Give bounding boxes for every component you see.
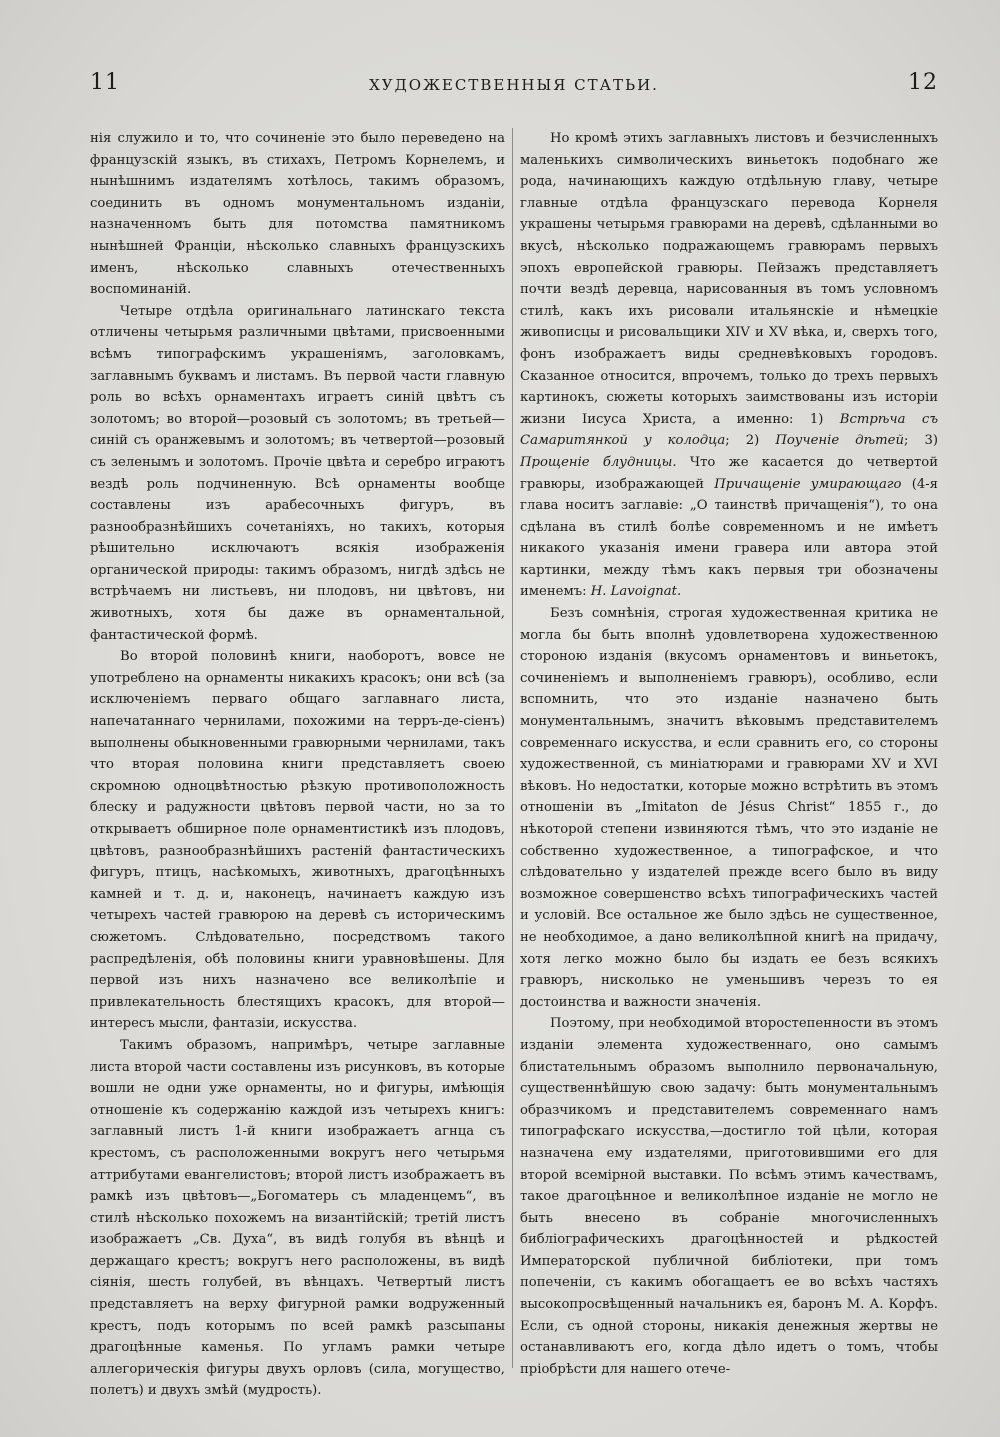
paragraph: Безъ сомнѣнія, строгая художественная критика не могла бы быть вполнѣ удовлетворена художественною стороною изданія (вкусомъ орнаментовъ и виньетокъ, сочиненіемъ и выполненіемъ гравюръ), особливо, если вспомнить, что это изданіе назначено быть монументальнымъ, значитъ вѣковымъ представителемъ современнаго искусства, и если сравнить его, со стороны художественной, съ миніатюрами и гравюрами XV и XVI вѣковъ. Но недостатки, которые можно встрѣтить въ этомъ отношеніи въ „Imitaton de Jésus Christ“ 1855 г., до нѣкоторой степени извиняются тѣмъ, что это изданіе не собственно художественное, а типографское, и что слѣдовательно у издателей прежде всего было въ виду возможное совершенство всѣхъ типографическихъ частей и условій. Все остальное же было здѣсь не существенное, не необходимое, а дано великолѣпной книгѣ на придачу, хотя легко можно было бы издать ее безъ всякихъ гравюръ, нисколько не уменьшивъ черезъ то ея достоинства и важности значенія. bbox=[520, 606, 938, 1010]
page-header bbox=[90, 70, 938, 110]
paragraph: Такимъ образомъ, напримѣръ, четыре заглавные листа второй части составлены изъ рисунковъ, въ которые вошли не одни уже орнаменты, но и фигуры, имѣющія отношеніе къ содержанію каждой изъ четырехъ книгъ: заглавный листъ 1-й книги изображаетъ агнца съ крестомъ, съ расположенными вокругъ него четырьмя аттрибутами евангелистовъ; второй листъ изображаетъ въ рамкѣ изъ цвѣтовъ—„Богоматерь съ младенцемъ“, въ стилѣ нѣсколько похожемъ на византійскій; третій листъ изображаетъ „Св. Духа“, въ видѣ голубя въ вѣнцѣ и держащаго крестъ; вокругъ него расположены, въ видѣ сіянія, шесть голубей, въ вѣнцахъ. Четвертый листъ представляетъ на верху фигурной рамки водруженный крестъ, подъ которымъ по всей рамкѣ разсыпаны драгоцѣнные каменья. По угламъ рамки четыре аллегорическія фигуры двухъ орловъ (сила, могущество, полетъ) и двухъ змѣй (мудрость). bbox=[90, 1037, 505, 1399]
left-text-column bbox=[90, 128, 505, 1399]
text-run: ; 2) bbox=[725, 433, 760, 449]
right-text-column bbox=[520, 128, 938, 1388]
paragraph bbox=[520, 128, 938, 603]
paragraph: Четыре отдѣла оригинальнаго латинскаго текста отличены четырьмя различными цвѣтами, присвоенными всѣмъ типографскимъ украшеніямъ, заголовкамъ, заглавнымъ буквамъ и листамъ. Въ первой части главную роль во всѣхъ орнаментахъ играетъ синій цвѣтъ съ золотомъ; во второй—розовый съ золотомъ; въ третьей—синій съ оранжевымъ и золотомъ; въ четвертой—розовый съ зеленымъ и золотомъ. Прочіе цвѣта и серебро играютъ вездѣ роль подчиненную. Всѣ орнаменты вообще составлены изъ арабесочныхъ фигуръ, въ разнообразнѣйшихъ сочетаніяхъ, но такихъ, которыя рѣшительно исключаютъ всякія изображенія органической природы: такимъ образомъ, нигдѣ здѣсь не встрѣчаемъ ни листьевъ, ни плодовъ, ни цвѣтовъ, ни животныхъ, хотя бы даже въ орнаментальной, фантастической формѣ. bbox=[90, 303, 505, 643]
italic-title: Поученіе дѣтей bbox=[775, 433, 904, 449]
column-divider bbox=[512, 128, 513, 1368]
right-page-number: 12 bbox=[908, 70, 938, 95]
italic-title: Причащеніе умирающаго bbox=[714, 476, 902, 492]
text-run: Но кромѣ этихъ заглавныхъ листовъ и безчисленныхъ маленькихъ символическихъ виньетокъ подобнаго же рода, начинающихъ каждую отдѣльную главу, четыре главные отдѣла французскаго перевода Корнеля украшены четырьмя гравюрами на деревѣ, сдѣланными во вкусѣ, нѣсколько подражающемъ гравюрамъ первыхъ эпохъ европейской гравюры. Пейзажъ представляетъ почти вездѣ деревца, нарисованныя въ томъ условномъ стилѣ, какъ ихъ рисовали итальянскіе и нѣмецкіе живописцы и рисовальщики XIV и XV вѣка, и, сверхъ того, фонъ изображаетъ виды средневѣковыхъ городовъ. Сказанное относится, впрочемъ, только до трехъ первыхъ картинокъ, сюжеты которыхъ заимствованы изъ исторіи жизни Іисуса Христа, а именно: 1) bbox=[520, 131, 938, 427]
paragraph: нія служило и то, что сочиненіе это было переведено на французскій языкъ, въ стихахъ, Петромъ Корнелемъ, и нынѣшнимъ издателямъ хотѣлось, такимъ образомъ, соединить въ одномъ монументальномъ изданіи, назначенномъ быть для потомства памятникомъ нынѣшней Франціи, нѣсколько славныхъ французскихъ именъ, нѣсколько славныхъ отечественныхъ воспоминаній. bbox=[90, 131, 505, 298]
italic-title: Встрѣча съ Самаритянкой у колодца bbox=[520, 411, 938, 449]
running-title: ХУДОЖЕСТВЕННЫЯ СТАТЬИ. bbox=[369, 76, 659, 94]
text-run: ; 3) bbox=[903, 433, 938, 449]
italic-name: H. Lavoignat. bbox=[590, 584, 682, 600]
text-run: (4-я глава носитъ заглавіе: „О таинствѣ причащенія“), то она сдѣлана въ стилѣ болѣе современномъ и не имѣетъ никакого указанія имени гравера или автора этой картинки, между тѣмъ какъ первыя три обозначены именемъ: bbox=[520, 476, 938, 600]
left-page-number: 11 bbox=[90, 70, 120, 95]
paragraph: Во второй половинѣ книги, наоборотъ, вовсе не употреблено на орнаменты никакихъ красокъ; они всѣ (за исключеніемъ перваго общаго заглавнаго листа, напечатаннаго чернилами, похожими на терръ-де-сіенъ) выполнены обыкновенными гравюрными чернилами, такъ что вторая половина книги представляетъ своею скромною одноцвѣтностью рѣзкую противоположность блеску и радужности цвѣтовъ первой части, но за то открываетъ обширное поле орнаментистикѣ изъ плодовъ, цвѣтовъ, разнообразнѣйшихъ растеній фантастическихъ фигуръ, птицъ, насѣкомыхъ, животныхъ, драгоцѣнныхъ камней и т. д. и, наконецъ, начинаетъ каждую изъ четырехъ частей гравюрою на деревѣ съ историческимъ сюжетомъ. Слѣдовательно, посредствомъ такого распредѣленія, обѣ половины книги уравновѣшены. Для первой изъ нихъ назначено все великолѣпіе и привлекательность блестящихъ красокъ, для второй—интересъ мысли, фантазіи, искусства. bbox=[90, 649, 505, 1032]
paragraph: Поэтому, при необходимой второстепенности въ этомъ изданіи элемента художественнаго, оно самымъ блистательнымъ образомъ выполнило первоначальную, существеннѣйшую свою задачу: быть монументальнымъ образчикомъ и представителемъ современнаго намъ типографскаго искусства,—достигло той цѣли, которая назначена ему издателями, приготовившими его для второй всемірной выставки. По всѣмъ этимъ качествамъ, такое драгоцѣнное и великолѣпное изданіе не могло не быть внесено въ собраніе многочисленныхъ библіографическихъ драгоцѣнностей и рѣдкостей Императорской публичной библіотеки, при томъ попеченіи, съ какимъ обогащаетъ ее во всѣхъ частяхъ высокопросвѣщенный начальникъ ея, баронъ М. А. Корфъ. Если, съ одной стороны, никакія денежныя жертвы не останавливаютъ его, когда дѣло идетъ о томъ, чтобы пріобрѣсти для нашего отече- bbox=[520, 1016, 938, 1377]
italic-title: Прощеніе блудницы. bbox=[520, 454, 677, 470]
text-run: Что же касается до четвертой гравюры, изображающей bbox=[520, 454, 938, 492]
